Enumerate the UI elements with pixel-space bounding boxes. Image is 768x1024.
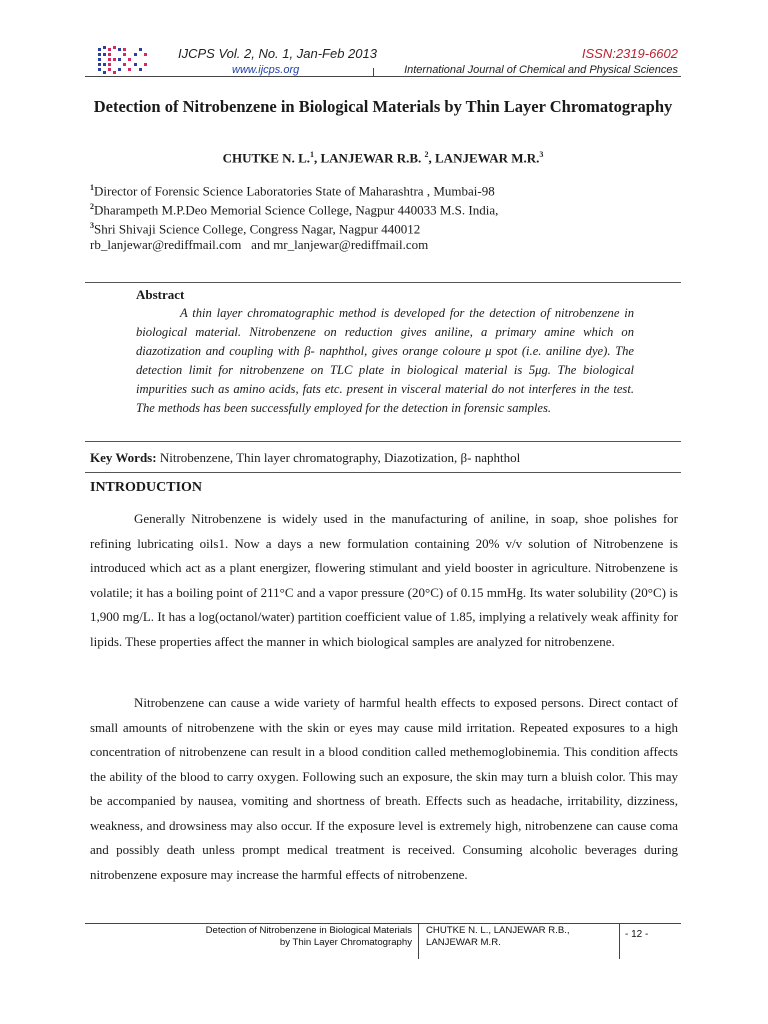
keywords-label: Key Words: <box>90 450 157 465</box>
author-name: CHUTKE N. L. <box>222 150 310 166</box>
affiliation-sup: 3 <box>90 221 94 230</box>
keywords <box>90 450 520 466</box>
journal-logo <box>96 44 148 78</box>
paper-title: Detection of Nitrobenzene in Biological Materials by Thin Layer Chromatography <box>93 97 673 116</box>
keywords-text: Nitrobenzene, Thin layer chromatography, Diazotization, β- naphthol <box>159 450 521 465</box>
footer-title-line: by Thin Layer Chromatography <box>279 937 412 948</box>
abstract-bottom-divider <box>85 441 681 442</box>
affiliation-sup: 1 <box>90 183 94 192</box>
keywords-divider <box>85 472 681 473</box>
body-paragraph: Generally Nitrobenzene is widely used in the manufacturing of aniline, in soap, shoe polishes for refining lubricating oils1. Now a days a new formulation containing 20% v/v solution of Nitrobenzene is introduced which act as a plant energizer, flowering stimulant and yield booster in agriculture. Nitrobenzene is volatile; it has a boiling point of 211°C and a vapor pressure (20°C) of 0.15 mmHg. Its water solubility (20°C) is 1,900 mg/L. It has a log(octanol/water) partition coefficient value of 1.85, implying a relatively weak affinity for lipids. These properties affect the manner in which biological samples are analyzed for nitrobenzene. <box>90 511 678 649</box>
abstract-text: A thin layer chromatographic method is developed for the detection of nitrobenzene in biological material. Nitrobenzene on reduction gives aniline, a primary amine which on diazotization and coupling with β- naphthol, gives orange coloure μ spot (i.e. aniline dye). The detection limit for nitrobenzene on TLC plate in biological material is 5μg. The biological impurities such as amino acids, fats etc. present in visceral material do not interferes in the test. The methods has been successfully employed for the detection in forensic samples. <box>136 306 634 415</box>
affiliation-text: Director of Forensic Science Laboratories State of Maharashtra , Mumbai-98 <box>94 183 495 199</box>
footer-title-line: Detection of Nitrobenzene in Biological Materials <box>205 925 412 936</box>
author-sup: 1 <box>310 150 314 159</box>
header-divider-tick <box>373 68 374 77</box>
author-sup: 3 <box>539 150 544 159</box>
footer-divider <box>85 923 681 924</box>
footer-separator <box>619 923 620 959</box>
page-number: - 12 - <box>625 929 649 940</box>
journal-url-link[interactable]: www.ijcps.org <box>232 64 300 76</box>
abstract-heading: Abstract <box>136 287 185 302</box>
footer-authors-line: CHUTKE N. L., LANJEWAR R.B., <box>426 925 570 936</box>
footer-separator <box>418 923 419 959</box>
author-emails: rb_lanjewar@rediffmail.com and mr_lanjewar@rediffmail.com <box>90 237 429 252</box>
affiliation-sup: 2 <box>90 202 94 211</box>
affiliation-text: Dharampeth M.P.Deo Memorial Science College, Nagpur 440033 M.S. India, <box>94 202 499 218</box>
author-list: CHUTKE N. L.$^1$, LANJEWAR R.B. $^2$, LANJEWAR M.R.$^3$ <box>222 150 544 166</box>
author-name: LANJEWAR R.B. <box>320 150 422 166</box>
affiliation-text: Shri Shivaji Science College, Congress Nagar, Nagpur 440012 <box>94 221 421 237</box>
footer-title <box>150 925 412 949</box>
journal-issue: IJCPS Vol. 2, No. 1, Jan-Feb 2013 <box>178 46 377 61</box>
body-paragraph: Nitrobenzene can cause a wide variety of harmful health effects to exposed persons. Direct contact of small amounts of nitrobenzene with the skin or eyes may cause mild irritation. Repeated exposures to a high concentration of nitrobenzene can result in a blood condition called methemoglobinemia. This condition affects the ability of the blood to carry oxygen. Following such an exposure, the skin may turn a bluish color. This may be accompanied by nausea, vomiting and shortness of breath. Effects such as headache, irritability, dizziness, weakness, and drowsiness may also occur. If the exposure level is extremely high, nitrobenzene can cause coma and possibly death unless prompt medical treatment is received. Consuming alcoholic beverages during nitrobenzene exposure may increase the harmful effects of nitrobenzene. <box>90 695 678 882</box>
footer-authors-line: LANJEWAR M.R. <box>426 937 501 948</box>
abstract-top-divider <box>85 282 681 283</box>
journal-name: International Journal of Chemical and Physical Sciences <box>404 64 678 76</box>
author-sup: 2 <box>424 150 429 159</box>
section-heading-introduction: INTRODUCTION <box>90 480 203 495</box>
header-divider <box>85 76 681 77</box>
footer-authors <box>426 925 601 949</box>
issn-label: ISSN:2319-6602 <box>581 46 678 61</box>
author-name: LANJEWAR M.R. <box>435 150 540 166</box>
